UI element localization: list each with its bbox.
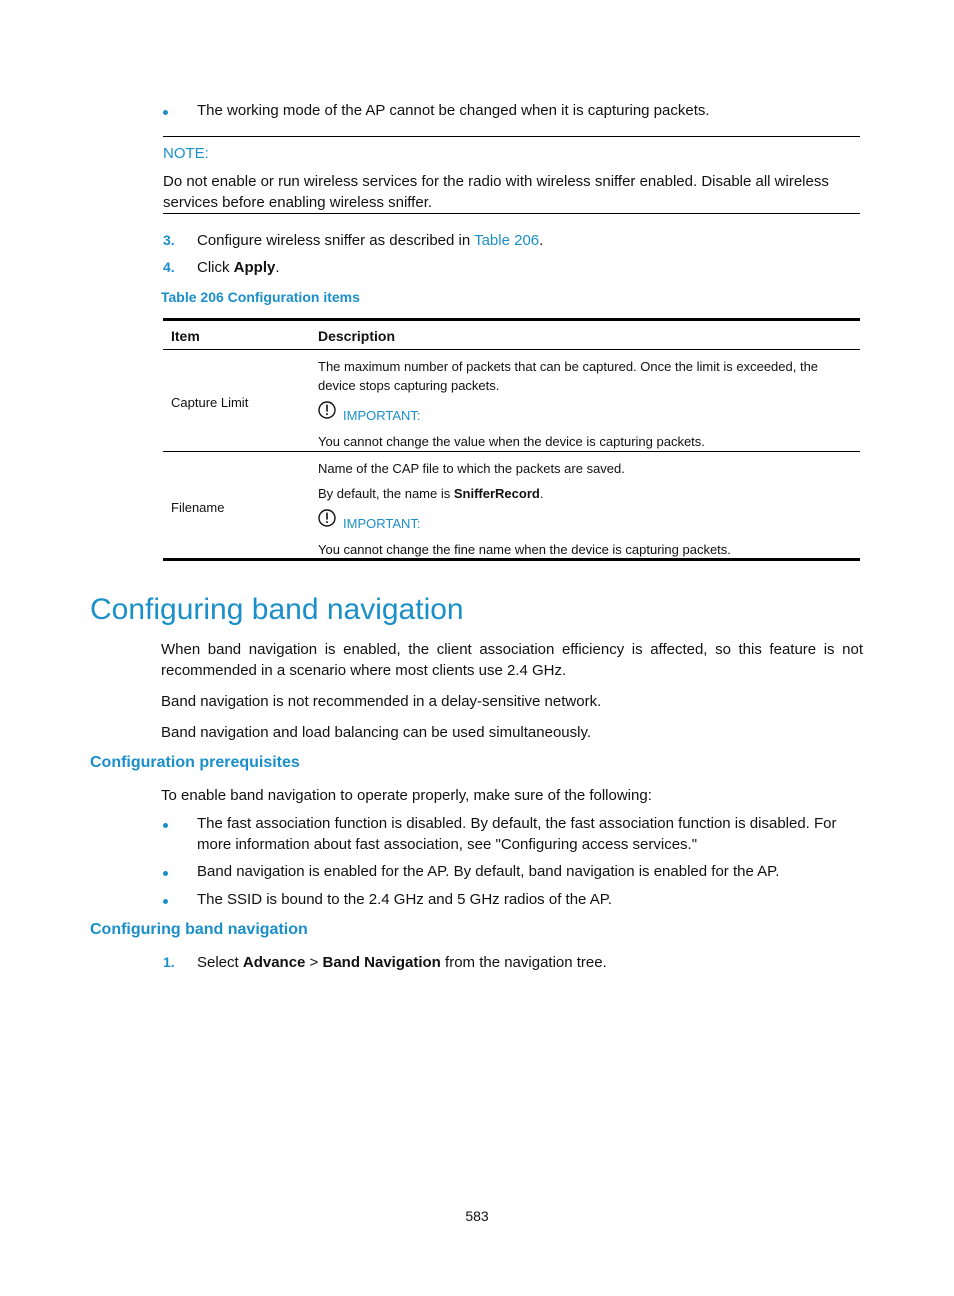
important-text: You cannot change the value when the device is capturing packets. (318, 434, 705, 449)
config-step-1-text: Select Advance > Band Navigation from the navigation tree. (197, 954, 607, 971)
step-number: 1. (163, 954, 175, 970)
advance-label: Advance (242, 954, 306, 971)
prereq-lead: To enable band navigation to operate properly, make sure of the following: (161, 787, 652, 804)
bullet-icon (163, 823, 168, 828)
config-heading: Configuring band navigation (90, 921, 308, 938)
table-cell-item: Filename (171, 500, 225, 515)
apply-label: Apply (233, 259, 276, 276)
table-bottom-rule (163, 558, 860, 561)
table-header-description: Description (318, 328, 396, 344)
table-top-rule (163, 318, 860, 321)
table-cell-item: Capture Limit (171, 395, 249, 410)
prereq-heading: Configuration prerequisites (90, 754, 300, 771)
note-label: NOTE: (163, 145, 209, 162)
table-header-item: Item (171, 328, 200, 344)
intro-paragraph: Band navigation is not recommended in a delay-sensitive network. (161, 693, 602, 710)
prereq-bullet: Band navigation is enabled for the AP. By default, band navigation is enabled for the AP. (197, 863, 780, 880)
sniffer-record-value: SnifferRecord (453, 486, 540, 501)
bullet-icon (163, 110, 168, 115)
table-caption: Table 206 Configuration items (161, 289, 360, 305)
step-number: 3. (163, 232, 175, 248)
step-4-text: Click Apply. (197, 259, 280, 276)
note-bottom-rule (163, 213, 860, 214)
page-number: 583 (465, 1208, 489, 1224)
prereq-bullet: The fast association function is disabled. By default, the fast association function is disabled. For more information about fast association, see "Configuring access services." (197, 815, 837, 853)
prereq-bullet: The SSID is bound to the 2.4 GHz and 5 GHz radios of the AP. (197, 891, 612, 908)
bullet-icon (163, 899, 168, 904)
band-navigation-label: Band Navigation (322, 954, 441, 971)
table-cell-description: The maximum number of packets that can be captured. Once the limit is exceeded, the device stops capturing packets. (318, 359, 819, 393)
important-label: IMPORTANT: (343, 516, 421, 531)
table-206-link[interactable]: Table 206 (474, 232, 540, 249)
step-number: 4. (163, 259, 175, 275)
intro-paragraph: When band navigation is enabled, the client association efficiency is affected, so this feature is not recommended in a scenario where most clients use 2.4 GHz. (161, 641, 863, 679)
note-top-rule (163, 136, 860, 137)
important-text: You cannot change the fine name when the device is capturing packets. (318, 542, 731, 557)
table-row-rule (163, 451, 860, 452)
note-text: Do not enable or run wireless services for the radio with wireless sniffer enabled. Disable all wireless services before enabling wireless sniffer. (163, 173, 829, 211)
important-label: IMPORTANT: (343, 408, 421, 423)
table-cell-description: Name of the CAP file to which the packets are saved. (318, 461, 625, 476)
important-icon (318, 509, 336, 527)
section-title: Configuring band navigation (90, 593, 464, 626)
top-bullet-text: The working mode of the AP cannot be changed when it is capturing packets. (197, 102, 710, 119)
intro-paragraph: Band navigation and load balancing can be used simultaneously. (161, 724, 592, 741)
table-cell-default-name: By default, the name is SnifferRecord. (318, 486, 544, 501)
table-header-rule (163, 349, 860, 350)
bullet-icon (163, 871, 168, 876)
important-icon (318, 401, 336, 419)
step-3-text: Configure wireless sniffer as described in Table 206. (197, 232, 544, 249)
